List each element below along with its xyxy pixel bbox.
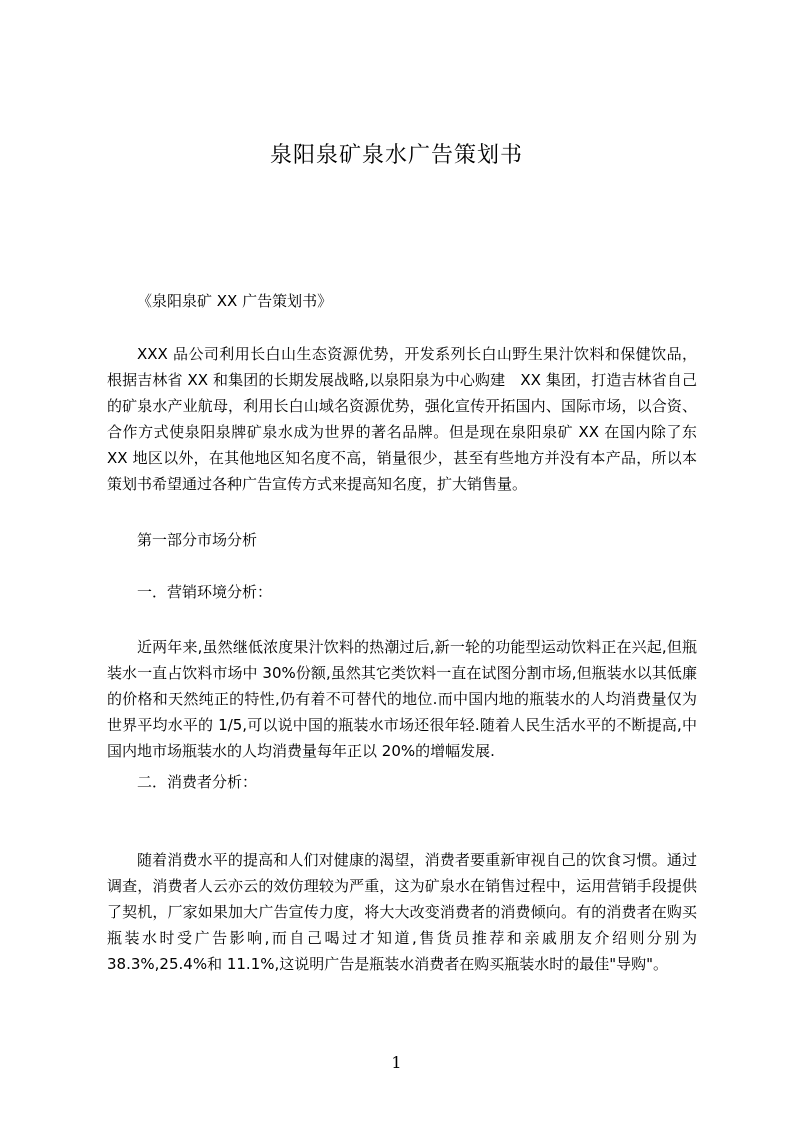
document-subtitle: 《泉阳泉矿 XX 广告策划书》 — [137, 292, 333, 310]
document-title: 泉阳泉矿泉水广告策划书 — [269, 143, 523, 168]
consumer-analysis-paragraph: 随着消费水平的提高和人们对健康的渴望，消费者要重新审视自己的饮食习惯。通过调查，消费者人云亦云的效仿理较为严重，这为矿泉水在销售过程中，运用营销手段提供了契机，厂家如果加大广告宣传力度，将大大改变消费者的消费倾向。有的消费者在购买瓶装水时受广告影响,而自己喝过才知道,售货员推荐和亲戚朋友介绍则分别为 38.3%,25.4%和 11.1%,这说明广告是瓶装水消费者在购买瓶装水时的最佳"导购"。 — [107, 851, 697, 973]
part-one-heading: 第一部分市场分析 — [137, 531, 258, 549]
consumer-analysis-heading: 二．消费者分析： — [137, 773, 258, 791]
marketing-environment-heading: 一．营销环境分析： — [137, 583, 273, 601]
intro-paragraph: XXX 品公司利用长白山生态资源优势，开发系列长白山野生果汁饮料和保健饮品，根据吉林省 XX 和集团的长期发展战略,以泉阳泉为中心购建 XX 集团，打造吉林省自己的矿泉水产业航母，利用长白山域名资源优势，强化宣传开拓国内、国际市场，以合资、合作方式使泉阳泉牌矿泉水成为世界的著名品牌。但是现在泉阳泉矿 XX 在国内除了东 XX 地区以外，在其他地区知名度不高，销量很少，甚至有些地方并没有本产品，所以本策划书希望通过各种广告宣传方式来提高知名度，扩大销售量。 — [107, 345, 697, 493]
page-number: 1 — [391, 1053, 402, 1072]
marketing-environment-paragraph: 近两年来,虽然继低浓度果汁饮料的热潮过后,新一轮的功能型运动饮料正在兴起,但瓶装水一直占饮料市场中 30%份额,虽然其它类饮料一直在试图分割市场,但瓶装水以其低廉的价格和天然纯正的特性,仍有着不可替代的地位.而中国内地的瓶装水的人均消费量仅为世界平均水平的 1/5,可以说中国的瓶装水市场还很年轻.随着人民生活水平的不断提高,中国内地市场瓶装水的人均消费量每年正以 20%的增幅发展. — [107, 638, 697, 760]
